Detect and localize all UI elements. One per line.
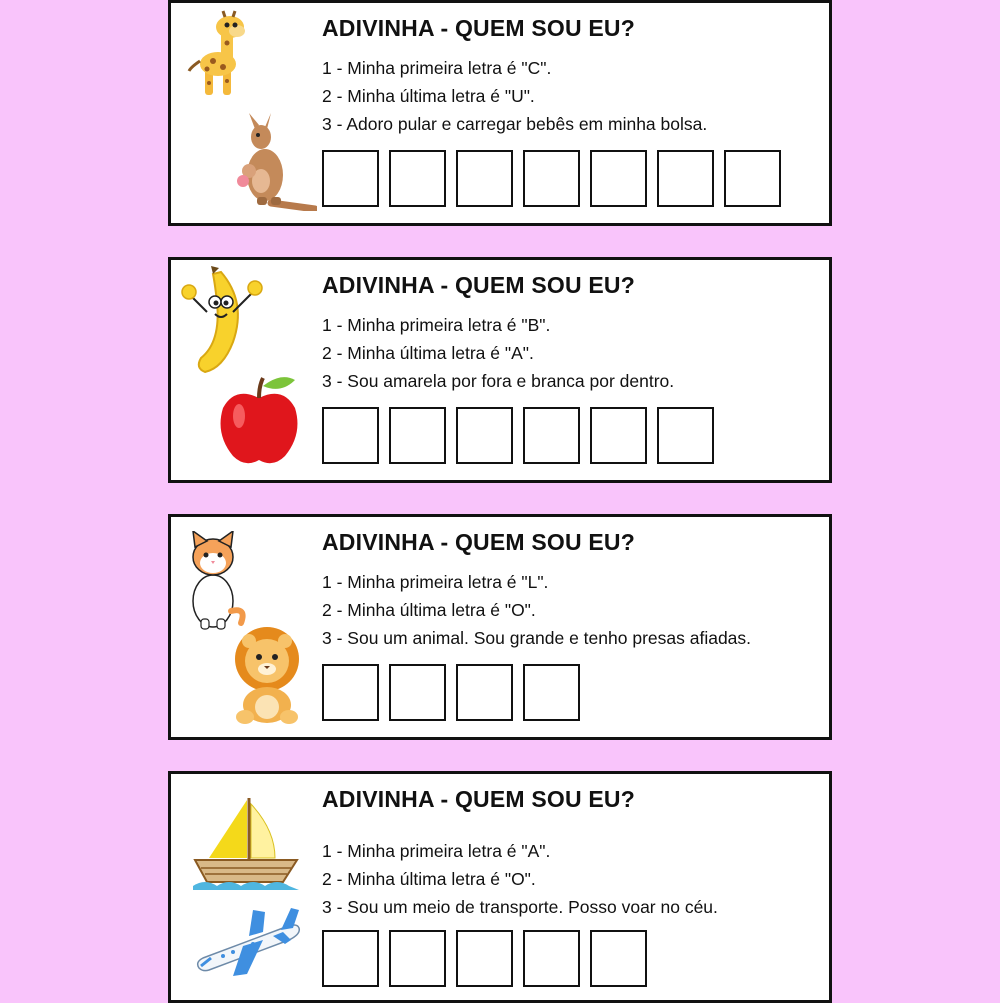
lion-icon	[229, 625, 307, 725]
letter-box[interactable]	[657, 150, 714, 207]
clue-first-letter: 1 - Minha primeira letra é "L".	[322, 572, 549, 592]
letter-box[interactable]	[456, 930, 513, 987]
letter-box[interactable]	[389, 664, 446, 721]
riddle-card-2	[168, 257, 832, 483]
letter-box[interactable]	[322, 407, 379, 464]
clue-last-letter: 2 - Minha última letra é "A".	[322, 343, 534, 363]
letter-box[interactable]	[590, 407, 647, 464]
letter-box[interactable]	[590, 150, 647, 207]
letter-box[interactable]	[456, 664, 513, 721]
riddle-card-3	[168, 514, 832, 740]
letter-box[interactable]	[657, 407, 714, 464]
letter-box[interactable]	[456, 150, 513, 207]
answer-boxes	[322, 150, 781, 207]
letter-box[interactable]	[389, 407, 446, 464]
letter-box[interactable]	[523, 930, 580, 987]
riddle-title: ADIVINHA - QUEM SOU EU?	[322, 15, 635, 41]
riddle-title: ADIVINHA - QUEM SOU EU?	[322, 529, 635, 555]
airplane-icon	[193, 906, 303, 978]
giraffe-icon	[183, 9, 253, 101]
clue-hint: 3 - Sou um meio de transporte. Posso voar no céu.	[322, 897, 718, 917]
letter-box[interactable]	[523, 407, 580, 464]
answer-boxes	[322, 930, 647, 987]
answer-boxes	[322, 407, 714, 464]
letter-box[interactable]	[590, 930, 647, 987]
riddle-card-1	[168, 0, 832, 226]
riddle-card-4	[168, 771, 832, 1003]
clue-first-letter: 1 - Minha primeira letra é "A".	[322, 841, 551, 861]
clue-last-letter: 2 - Minha última letra é "U".	[322, 86, 535, 106]
kangaroo-icon	[231, 113, 317, 211]
cat-icon	[179, 531, 249, 631]
apple-icon	[215, 372, 303, 468]
letter-box[interactable]	[724, 150, 781, 207]
letter-box[interactable]	[322, 664, 379, 721]
letter-box[interactable]	[389, 930, 446, 987]
letter-box[interactable]	[322, 150, 379, 207]
letter-box[interactable]	[523, 664, 580, 721]
letter-box[interactable]	[456, 407, 513, 464]
letter-box[interactable]	[523, 150, 580, 207]
clue-first-letter: 1 - Minha primeira letra é "C".	[322, 58, 552, 78]
clue-last-letter: 2 - Minha última letra é "O".	[322, 600, 536, 620]
sailboat-icon	[191, 794, 301, 894]
clue-hint: 3 - Sou amarela por fora e branca por dentro.	[322, 371, 675, 391]
riddle-title: ADIVINHA - QUEM SOU EU?	[322, 272, 635, 298]
letter-box[interactable]	[389, 150, 446, 207]
clue-hint: 3 - Adoro pular e carregar bebês em minha bolsa.	[322, 114, 708, 134]
banana-icon	[177, 262, 269, 374]
clue-last-letter: 2 - Minha última letra é "O".	[322, 869, 536, 889]
clue-hint: 3 - Sou um animal. Sou grande e tenho presas afiadas.	[322, 628, 752, 648]
answer-boxes	[322, 664, 580, 721]
clue-first-letter: 1 - Minha primeira letra é "B".	[322, 315, 551, 335]
letter-box[interactable]	[322, 930, 379, 987]
riddle-title: ADIVINHA - QUEM SOU EU?	[322, 786, 635, 812]
